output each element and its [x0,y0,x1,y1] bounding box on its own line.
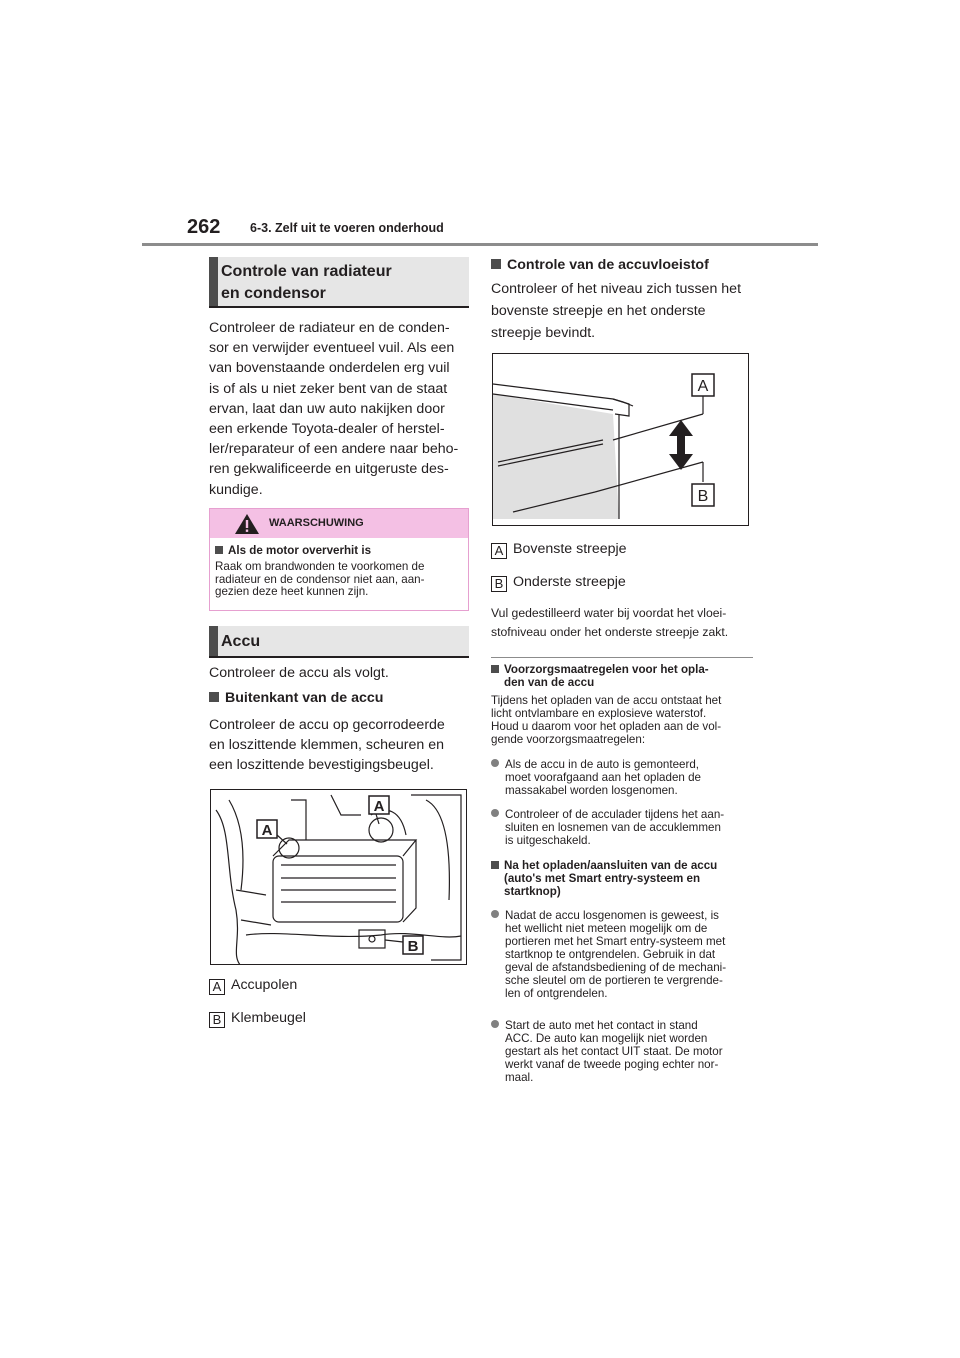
text-line: radiateur en de condensor niet aan, aan- [215,572,425,586]
fluid-legend-a-text: Bovenste streepje [513,541,627,557]
battery-illustration [211,790,467,965]
text-line: len of ontgrendelen. [505,987,608,1000]
round-bullet-icon [491,910,499,918]
text-line: Controleer de radiateur en de conden- [209,320,450,336]
fluid-heading-text: Controle van de accuvloeistof [507,257,709,273]
text-line: ren gekwalificeerde en uitgeruste des- [209,461,449,478]
text-line: sor en verwijder eventueel vuil. Als een [209,340,455,357]
header-rule [142,243,818,246]
text-line: moet voorafgaand aan het opladen de [505,771,701,784]
text-line: is uitgeschakeld. [505,834,591,847]
legend-key-a: A [209,979,225,995]
text-line: streepje bevindt. [491,325,596,341]
figure-label-a2: A [373,798,385,815]
warning-box [209,508,469,611]
text-line: massakabel worden losgenomen. [505,784,678,797]
accu-heading [209,626,469,658]
square-bullet-icon [491,665,499,673]
text-line: is of als u niet zeker bent van de staat [209,380,448,397]
text-line: gestart als het contact UIT staat. De motor [505,1045,723,1058]
text-line: Tijdens het opladen van de accu ontstaat het [491,694,722,707]
legend-b [209,1008,469,1028]
square-bullet-icon [491,861,499,869]
text-line: sche sleutel om de portieren te vergrende- [505,974,723,987]
legend-a [209,975,469,995]
warning-triangle-icon [234,513,260,535]
text-line: den van de accu [504,676,595,689]
text-line: gende voorzorgsmaatregelen: [491,733,646,746]
text-line: een loszittende bevestigingsbeugel. [209,757,434,774]
fluid-level-figure [492,353,749,526]
text-line: Vul gedestilleerd water bij voordat het vloei- [491,606,727,620]
bullet-item [491,758,753,797]
precautions-text [491,694,753,746]
text-line: kundige. [209,481,263,498]
text-line: startknop) [504,885,561,898]
round-bullet-icon [491,759,499,767]
text-line: ler/reparateur of een andere naar beho- [209,441,459,458]
legend-key-a: A [491,543,507,559]
text-line: van bovenstaande onderdelen erg vuil [209,360,450,377]
fluid-paragraph [491,278,753,344]
text-line: gezien deze heet kunnen zijn. [215,585,369,598]
fluid-heading [491,257,753,273]
outside-heading-text: Buitenkant van de accu [225,690,384,706]
text-line: Raak om brandwonden te voorkomen de [215,560,425,573]
fluid-note [491,604,753,642]
outside-paragraph [209,715,469,776]
legend-b-text: Klembeugel [231,1010,306,1026]
text-line: geval de afstandsbediening of de mechani- [505,961,727,974]
accu-intro: Controleer de accu als volgt. [209,665,389,681]
fluid-label-b: B [697,488,709,505]
text-line: portieren met het Smart entry-systeem met [505,935,726,948]
square-bullet-icon [209,692,219,702]
warning-subtitle [215,544,371,557]
accu-heading-text: Accu [221,633,261,650]
radiator-heading-line2: en condensor [221,285,326,302]
outside-heading [209,690,469,706]
radiator-heading [209,257,469,308]
text-line: (auto's met Smart entry-systeem en [504,872,701,885]
text-line: Nadat de accu losgenomen is geweest, is [505,909,719,922]
text-line: Controleer de accu op gecorrodeerde [209,717,445,733]
section-title: 6-3. Zelf uit te voeren onderhoud [250,221,444,235]
radiator-heading-line1: Controle van radiateur [221,263,392,280]
fluid-legend-a [491,539,753,559]
fluid-level-illustration [493,354,749,526]
warning-text [215,561,424,599]
text-line: en loszittende klemmen, scheuren en [209,737,445,754]
fluid-legend-b-text: Onderste streepje [513,574,626,590]
text-line: licht ontvlambare en explosieve waterstof. [491,707,707,720]
text-line: werkt vanaf de tweede poging echter nor- [505,1058,719,1071]
fluid-label-a: A [697,378,709,395]
text-line: maal. [505,1071,534,1084]
legend-a-text: Accupolen [231,977,298,993]
battery-figure [210,789,467,965]
text-line: Controleer of de acculader tijdens het aan- [505,808,725,821]
text-line: ACC. De auto kan mogelijk niet worden [505,1032,708,1045]
text-line: een erkende Toyota-dealer of herstel- [209,421,445,438]
bullet-item [491,1019,753,1084]
warning-title: WAARSCHUWING [269,517,364,529]
text-line: Houd u daarom voor het opladen aan de vol- [491,720,722,733]
legend-key-b: B [491,576,507,592]
recharge-heading [491,859,753,898]
page-number: 262 [187,216,221,238]
figure-label-b: B [407,938,419,955]
text-line: stofniveau onder het onderste streepje zakt. [491,625,729,639]
warning-subtitle-text: Als de motor oververhit is [228,544,372,557]
precautions-heading [491,663,753,689]
text-line: sluiten en losnemen van de accuklemmen [505,821,721,834]
text-line: ervan, laat dan uw auto nakijken door [209,400,445,417]
text-line: Als de accu in de auto is gemonteerd, [505,758,699,771]
square-bullet-icon [491,259,501,269]
text-line: startknop te ontgrendelen. Gebruik in dat [505,948,716,961]
round-bullet-icon [491,1020,499,1028]
bullet-item [491,909,753,1000]
warning-header [210,509,468,538]
figure-label-a1: A [261,822,273,839]
text-line: Voorzorgsmaatregelen voor het opla- [504,663,709,676]
text-line: Controleer of het niveau zich tussen het [491,281,742,297]
text-line: Start de auto met het contact in stand [505,1019,698,1032]
text-line: het wellicht niet meteen mogelijk om de [505,922,708,935]
fluid-legend-b [491,572,753,592]
round-bullet-icon [491,809,499,817]
square-bullet-icon [215,546,223,554]
text-line: bovenste streepje en het onderste [491,303,706,319]
divider [491,657,753,658]
radiator-paragraph [209,318,469,500]
bullet-item [491,808,753,847]
legend-key-b: B [209,1012,225,1028]
text-line: Na het opladen/aansluiten van de accu [504,859,718,872]
